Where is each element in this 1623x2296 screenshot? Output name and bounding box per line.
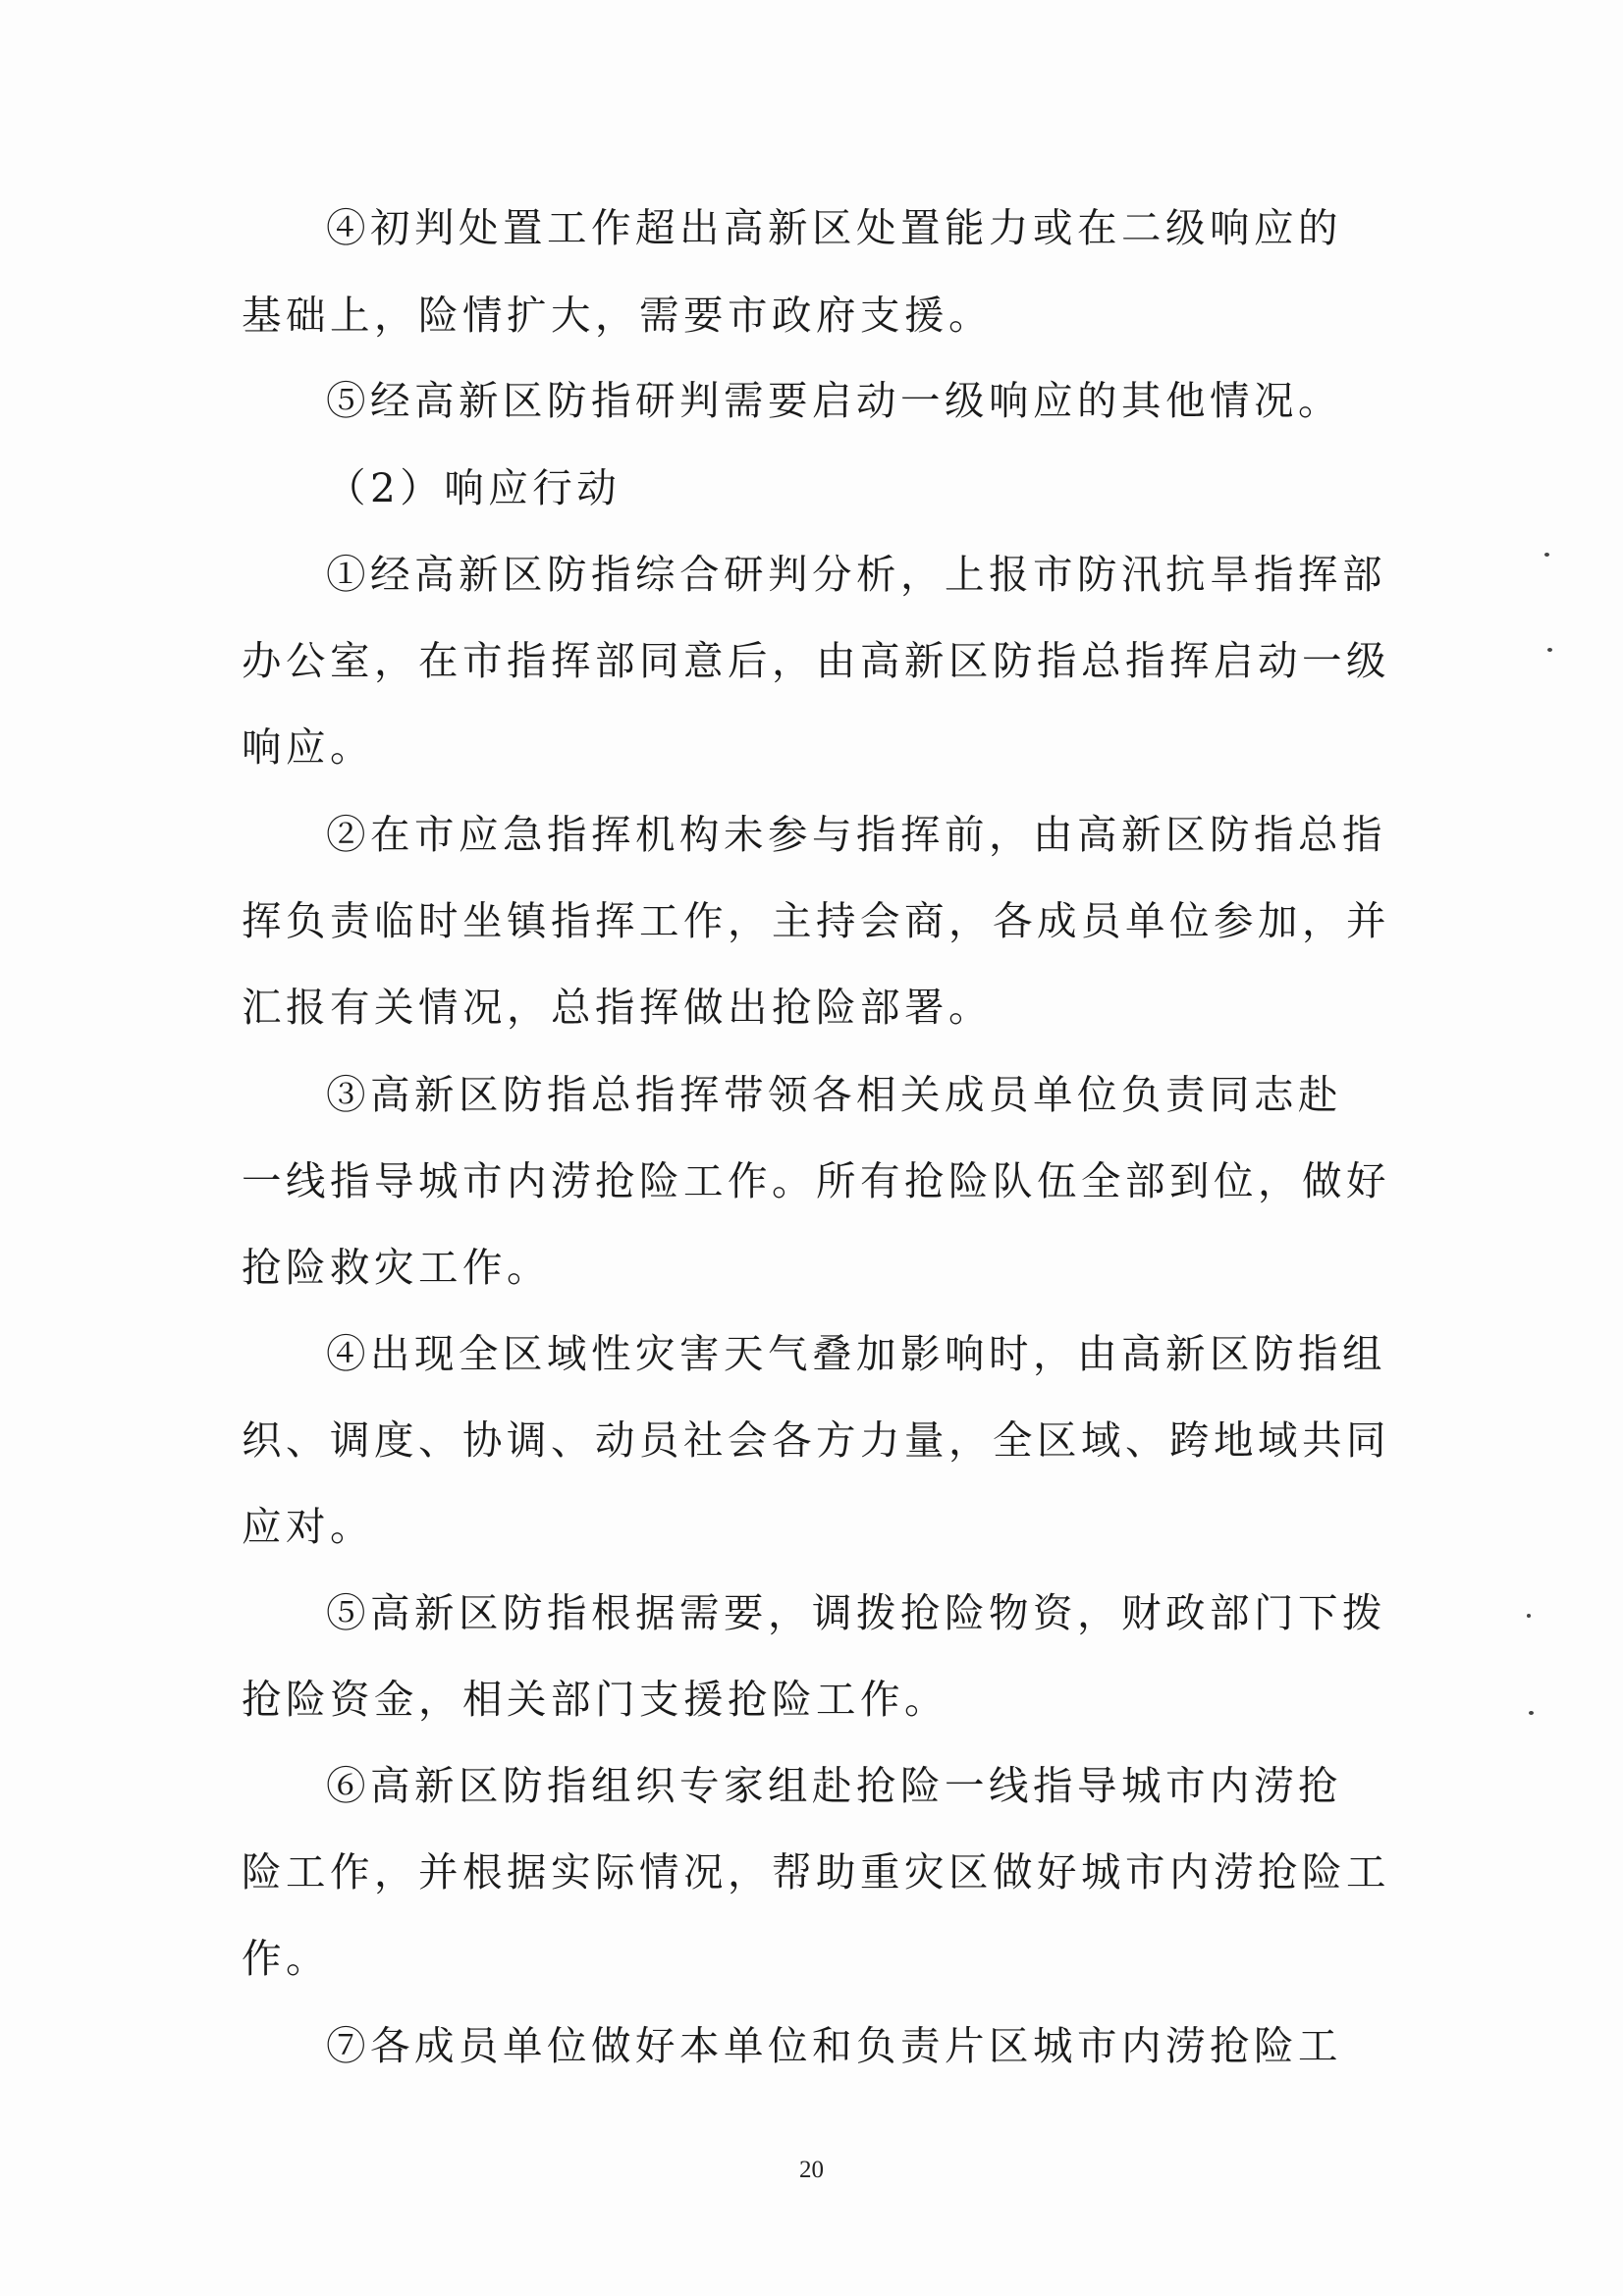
- text-line: 险工作，并根据实际情况，帮助重灾区做好城市内涝抢险工: [242, 1848, 1390, 1896]
- text-line: 基础上，险情扩大，需要市政府支援。: [242, 292, 993, 339]
- scan-speck: [1547, 648, 1552, 652]
- text-line: 抢险资金，相关部门支援抢险工作。: [242, 1676, 948, 1723]
- scan-speck: [1529, 1711, 1534, 1715]
- text-line: 作。: [242, 1935, 330, 1982]
- text-line: 挥负责临时坐镇指挥工作，主持会商，各成员单位参加，并: [242, 897, 1390, 944]
- page-number: 20: [799, 2157, 824, 2183]
- text-line: ⑤高新区防指根据需要，调拨抢险物资，财政部门下拨: [326, 1589, 1386, 1636]
- text-line: 一线指导城市内涝抢险工作。所有抢险队伍全部到位，做好: [242, 1157, 1390, 1204]
- scan-speck: [1544, 553, 1549, 557]
- text-line: ⑥高新区防指组织专家组赴抢险一线指导城市内涝抢: [326, 1762, 1342, 1809]
- text-line: ⑤经高新区防指研判需要启动一级响应的其他情况。: [326, 377, 1342, 424]
- section-heading: （2）响应行动: [326, 464, 622, 511]
- text-line: 抢险救灾工作。: [242, 1244, 551, 1291]
- text-line: ①经高新区防指综合研判分析，上报市防汛抗旱指挥部: [326, 551, 1386, 598]
- text-line: ⑦各成员单位做好本单位和负责片区城市内涝抢险工: [326, 2022, 1342, 2069]
- text-line: 办公室，在市指挥部同意后，由高新区防指总指挥启动一级: [242, 637, 1390, 684]
- text-line: ④初判处置工作超出高新区处置能力或在二级响应的: [326, 204, 1342, 251]
- text-line: ②在市应急指挥机构未参与指挥前，由高新区防指总指: [326, 811, 1386, 858]
- text-line: 应对。: [242, 1503, 374, 1550]
- text-line: ③高新区防指总指挥带领各相关成员单位负责同志赴: [326, 1071, 1342, 1118]
- text-line: 汇报有关情况，总指挥做出抢险部署。: [242, 984, 993, 1031]
- text-line: 响应。: [242, 723, 374, 771]
- text-line: 织、调度、协调、动员社会各方力量，全区域、跨地域共同: [242, 1416, 1390, 1464]
- scan-speck: [1527, 1614, 1531, 1618]
- text-line: ④出现全区域性灾害天气叠加影响时，由高新区防指组: [326, 1330, 1386, 1377]
